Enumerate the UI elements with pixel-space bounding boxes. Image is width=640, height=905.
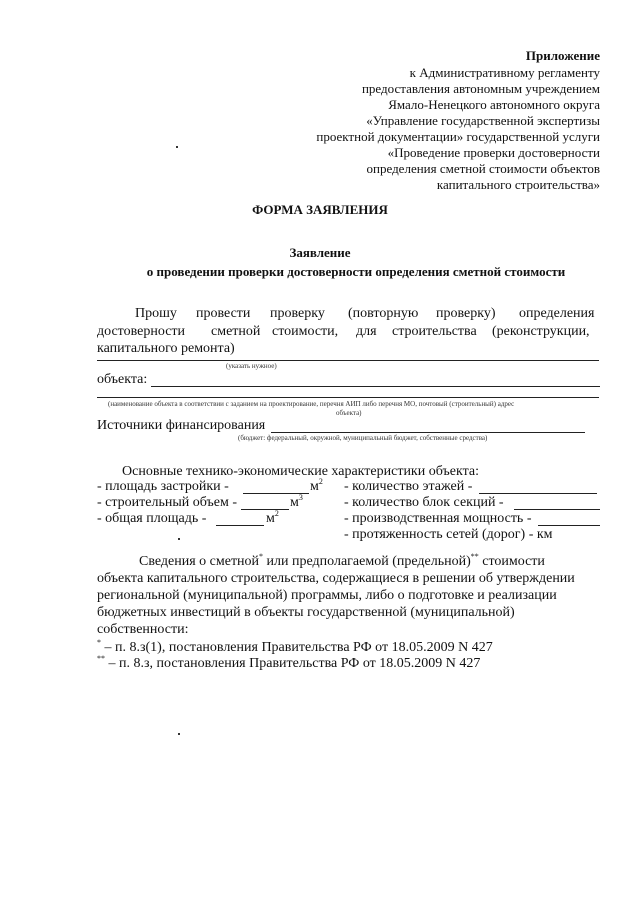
scan-speck [176,146,178,148]
footnote-mark: * [259,552,264,561]
request-word: достоверности [97,324,186,339]
footnote-mark: * [97,638,101,647]
char-left-label: - площадь застройки - [97,479,229,494]
sections-field[interactable] [514,509,600,510]
object-label: объекта: [97,372,148,387]
request-word: (реконструкции, [492,324,590,339]
floors-field[interactable] [479,493,597,494]
char-right-label: - количество этажей - [344,479,473,494]
footnote-text: – п. 8.з, постановления Правительства РФ от 18.05.2009 N 427 [108,656,481,671]
object-hint: (наименование объекта в соответствии с заданием на проектирование, перечня АИП либо перечня МО, почтовый (строительный) адрес [108,400,515,408]
char-right-label: - количество блок секций - [344,495,504,510]
unit-sup: 3 [298,493,303,502]
volume-field[interactable] [241,509,289,510]
total-area-field[interactable] [216,525,264,526]
footnote-mark: ** [97,654,105,663]
form-title: ФОРМА ЗАЯВЛЕНИЯ [252,202,388,217]
divider-line [97,360,599,361]
appendix-line: «Проведение проверки достоверности [387,145,600,160]
financing-label: Источники финансирования [97,418,266,433]
unit-sup: 2 [274,509,279,518]
statement-subtitle: о проведении проверки достоверности определения сметной стоимости [146,264,566,279]
request-line-3: капитального ремонта) [97,341,235,356]
request-word: провести [196,306,251,321]
unit-label [266,511,279,527]
request-word: Прошу [135,306,177,321]
cost-info-line-1 [139,554,545,570]
footnote-1 [97,640,493,656]
footnote-2 [97,656,480,672]
char-left-label: - строительный объем - [97,495,237,510]
unit-label [290,495,303,511]
unit-label [310,479,323,495]
unit: м [290,495,299,510]
footnote-mark: ** [470,552,479,561]
object-hint-2: объекта) [336,409,362,417]
char-left-label: - общая площадь - [97,511,207,526]
request-word: (повторную [348,306,419,321]
cost-info-line: объекта капитального строительства, содержащиеся в решении об утверждении [97,571,575,586]
unit: м [266,511,275,526]
appendix-line: проектной документации» государственной услуги [316,129,600,144]
cost-text: Сведения о сметной [139,554,260,569]
request-word: строительства [392,324,477,339]
object-input-line[interactable] [151,386,600,387]
scan-speck [178,733,180,735]
cost-info-line: региональной (муниципальной) программы, либо о подготовке и реализации [97,588,557,603]
footnote-text: – п. 8.з(1), постановления Правительства РФ от 18.05.2009 N 427 [104,640,493,655]
unit: м [310,479,319,494]
request-word: для [356,324,377,339]
hint-choose: (указать нужное) [226,362,277,370]
cost-info-line: собственности: [97,622,189,637]
appendix-line: «Управление государственной экспертизы [366,113,600,128]
request-word: сметной [211,324,261,339]
request-word: определения [519,306,595,321]
scan-speck [178,538,180,540]
financing-input-line[interactable] [271,432,585,433]
char-right-label: - протяженность сетей (дорог) - км [344,527,553,542]
appendix-title: Приложение [525,48,600,63]
cost-text: или предполагаемой (предельной) [266,554,471,569]
request-word: стоимости, [272,324,339,339]
appendix-line: определения сметной стоимости объектов [366,161,600,176]
char-right-label: - производственная мощность - [344,511,532,526]
cost-info-line: бюджетных инвестиций в объекты государственной (муниципальной) [97,605,515,620]
request-word: проверку) [436,306,496,321]
unit-sup: 2 [318,477,323,486]
appendix-line: к Административному регламенту [409,65,600,80]
appendix-line: Ямало-Ненецкого автономного округа [388,97,600,112]
capacity-field[interactable] [538,525,600,526]
characteristics-title: Основные технико-экономические характеристики объекта: [122,464,479,479]
appendix-line: капитального строительства» [436,177,600,192]
cost-text: стоимости [482,554,545,569]
statement-title: Заявление [289,245,351,260]
financing-hint: (бюджет: федеральный, окружной, муниципальный бюджет, собственные средства) [238,434,488,442]
object-input-line-2[interactable] [97,397,599,398]
request-word: проверку [270,306,325,321]
appendix-line: предоставления автономным учреждением [361,81,600,96]
